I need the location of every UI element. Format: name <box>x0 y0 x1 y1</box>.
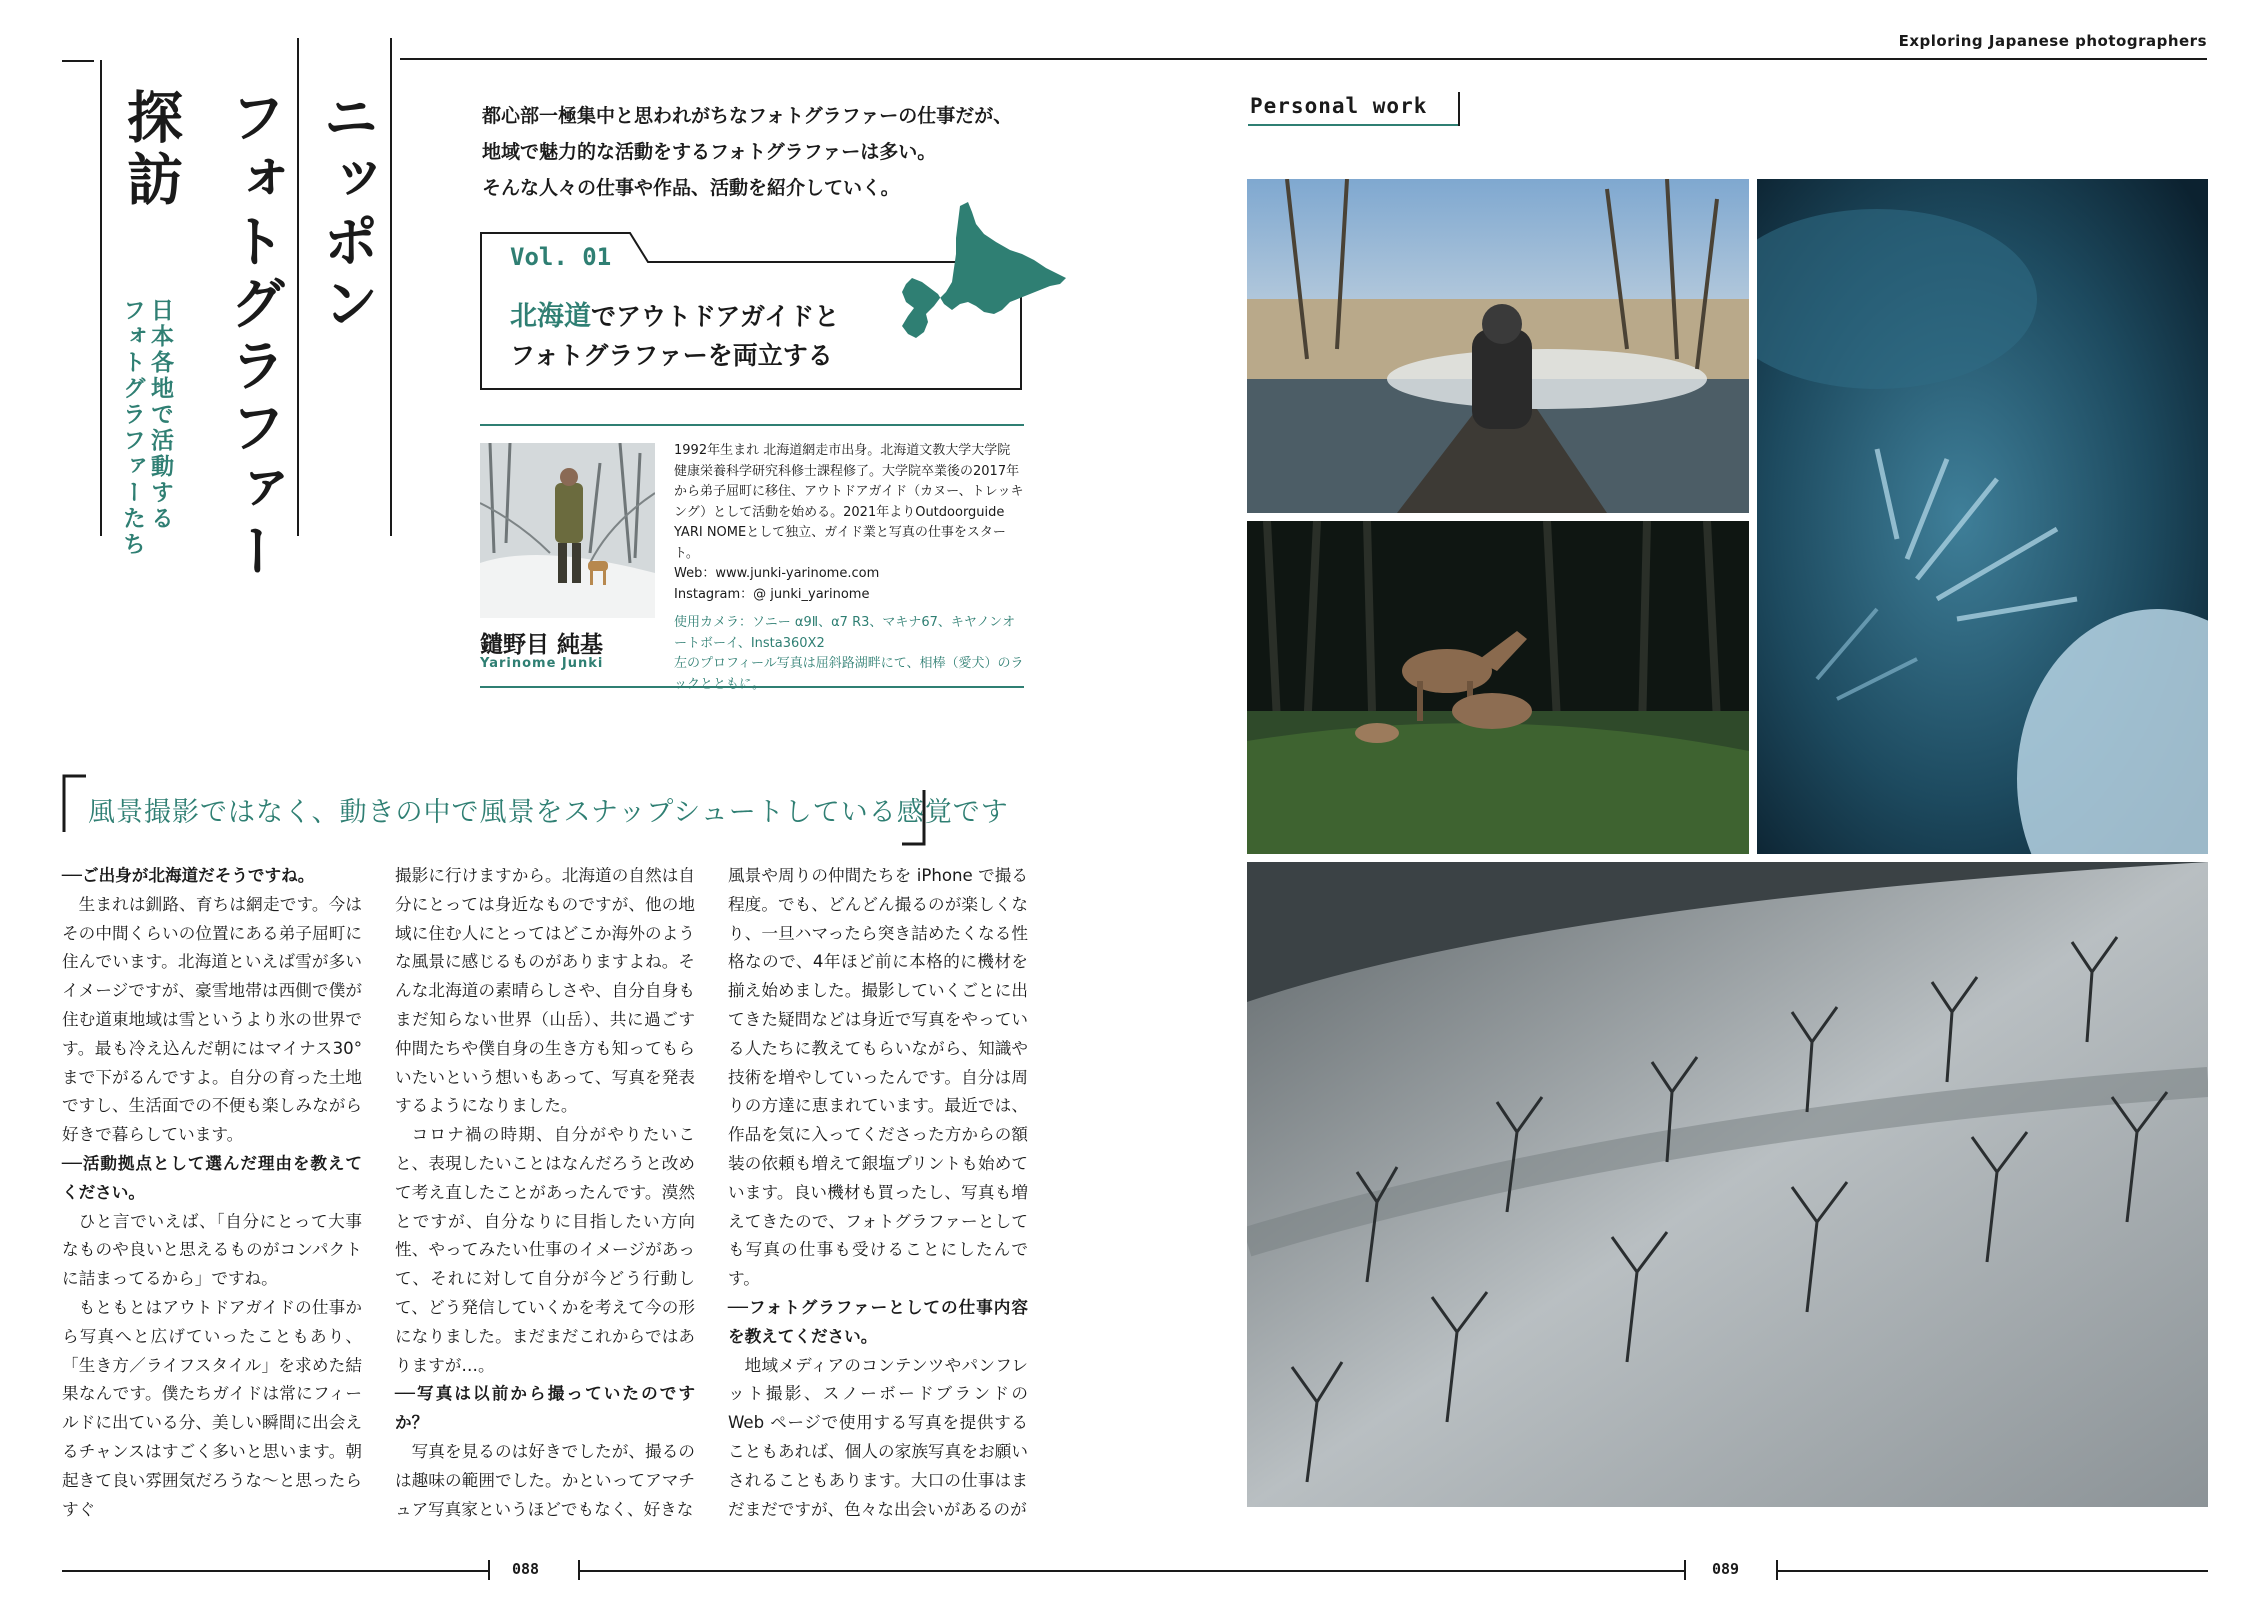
title-divider-2 <box>297 38 299 536</box>
interview-question: ──写真は以前から撮っていたのですか？ <box>395 1384 695 1433</box>
interview-answer: ひと言でいえば、「自分にとって大事なものや良いと思えるものがコンパクトに詰まってるから」ですね。 <box>62 1211 362 1289</box>
profile-instagram: Instagram：@ junki_yarinome <box>674 586 870 602</box>
interview-answer: 写真を見るのは好きでしたが、撮るのは趣味の範囲でした。かといってアマチュア写真家というほどでもなく、好きな <box>395 1441 695 1519</box>
volume-headline-2: フォトグラファーを両立する <box>510 341 833 370</box>
footer-rule-center <box>580 1570 1684 1572</box>
footer-rule-right <box>1778 1570 2208 1572</box>
interview-answer: 生まれは釧路、育ちは網走です。今はその中間くらいの位置にある弟子屈町に住んでいます。北海道といえば雪が多いイメージですが、豪雪地帯は西側で僕が住む道東地域は雪というより氷の世界です。最も冷え込んだ朝にはマイナス30°まで下がるんですよ。自分の育った土地ですし、生活面での不便も楽しみながら好きで暮らしています。 <box>62 894 362 1145</box>
volume-region: 北海道 <box>510 301 591 332</box>
interview-question: ──ご出身が北海道だそうですね。 <box>62 866 315 885</box>
quote-heading: 風景撮影ではなく、動きの中で風景をスナップシュートしている感覚です <box>88 797 1009 828</box>
title-sub-line1: 日本各地で活動する <box>147 298 173 532</box>
profile-name: 鑓野目 純基 <box>480 632 604 658</box>
volume-headline-1-rest: でアウトドアガイドと <box>591 302 840 331</box>
photo-snow-slope <box>1247 862 2208 1507</box>
photo-snow-slope-image <box>1247 862 2208 1507</box>
title-sub-line2: フォトグラファーたち <box>119 298 145 558</box>
title-tanbo: 探訪 <box>118 88 183 212</box>
profile-bio <box>674 441 1026 695</box>
personal-work-underline <box>1248 124 1460 126</box>
photo-deer-forest <box>1247 521 1749 854</box>
personal-work-tick <box>1458 92 1460 126</box>
photo-canoe-river <box>1247 179 1749 513</box>
title-nippon: ニッポン <box>314 88 379 336</box>
series-header: Exploring Japanese photographers <box>1898 32 2207 50</box>
body-column-2 <box>395 862 695 1524</box>
volume-headline-1 <box>510 294 839 333</box>
profile-web: Web：www.junki-yarinome.com <box>674 566 880 581</box>
personal-work-label: Personal work <box>1250 94 1428 118</box>
page-number-right: 089 <box>1712 1560 1740 1578</box>
intro-line: 都心部一極集中と思われがちなフォトグラファーの仕事だが、 <box>482 105 1013 127</box>
body-column-3 <box>728 862 1028 1524</box>
title-photographer: フォトグラファー <box>221 88 286 584</box>
interview-answer: 風景や周りの仲間たちを iPhone で撮る程度。でも、どんどん撮るのが楽しくなり、一旦ハマったら突き詰めたくなる性格なので、4年ほど前に本格的に機材を揃え始めました。撮影していくごとに出てきた疑問などは身近で写真をやっている人たちに教えてもらいながら、知識や技術を増やしていったんです。自分は周りの方達に恵まれています。最近では、作品を気に入ってくださった方からの額装の依頼も増えて銀塩プリントも始めています。良い機材も買ったし、写真も増えてきたので、フォトグラファーとしても写真の仕事も受けることにしたんです。 <box>728 866 1028 1289</box>
interview-answer: もともとはアウトドアガイドの仕事から写真へと広げていったこともあり、「生き方／ライフスタイル」を求めた結果なんです。僕たちガイドは常にフィールドに出ている分、美しい瞬間に出会えるチャンスはすごく多いと思います。朝起きて良い雰囲気だろうな〜と思ったらすぐ <box>62 1297 362 1519</box>
hokkaido-map-icon <box>898 198 1068 358</box>
profile-name-en: Yarinome Junki <box>480 656 604 671</box>
profile-bio-text: 1992年生まれ 北海道網走市出身。北海道文教大学大学院 健康栄養科学研究科修士課程修了。大学院卒業後の2017年から弟子屈町に移住、アウトドアガイド（カヌー、トレッキング）として活動を始める。2021年よりOutdoorguide YARI NOMEとして独立、ガイド業と写真の仕事をスタート。 <box>674 443 1024 561</box>
interview-answer: コロナ禍の時期、自分がやりたいこと、表現したいことはなんだろうと改めて考え直したことがあったんです。漠然とですが、自分なりに目指したい方向性、やってみたい仕事のイメージがあって、それに対して自分が今どう行動して、どう発信していくかを考えて今の形になりました。まだまだこれからではありますが…。 <box>395 1125 695 1375</box>
photo-deer-forest-image <box>1247 521 1749 854</box>
photo-frost-crystals <box>1757 179 2208 854</box>
page-number-left: 088 <box>512 1560 540 1578</box>
profile-photo <box>480 443 655 618</box>
title-divider-3 <box>390 38 392 536</box>
volume-label: Vol. 01 <box>510 243 612 271</box>
quote-bracket-open <box>62 774 88 834</box>
intro-text <box>482 98 1042 206</box>
interview-question: ──フォトグラファーとしての仕事内容を教えてください。 <box>728 1297 1028 1346</box>
profile-photo-illustration <box>480 443 655 618</box>
title-divider-1 <box>100 60 102 536</box>
top-rule-left-short <box>62 60 94 62</box>
footer-tick-left <box>488 1560 490 1580</box>
intro-line: 地域で魅力的な活動をするフォトグラファーは多い。 <box>482 141 937 163</box>
profile-camera: 使用カメラ：ソニー α9Ⅱ、α7 R3、マキナ67、キヤノンオートボーイ、Insta360X2 <box>674 615 1016 651</box>
profile-photo-note: 左のプロフィール写真は屈斜路湖畔にて、相棒（愛犬）のラックとともに。 <box>674 656 1024 692</box>
footer-rule-left <box>62 1570 488 1572</box>
interview-question: ──活動拠点として選んだ理由を教えてください。 <box>62 1153 362 1202</box>
top-rule-main <box>400 58 2207 60</box>
photo-frost-crystals-image <box>1757 179 2208 854</box>
profile-rule-top <box>480 424 1024 426</box>
interview-answer: 地域メディアのコンテンツやパンフレット撮影、スノーボードブランドの Web ページで使用する写真を提供することもあれば、個人の家族写真をお願いされることもあります。大口の仕事はまだまだですが、色々な出会いがあるのが <box>728 1355 1028 1519</box>
photo-canoe-river-image <box>1247 179 1749 513</box>
body-column-1 <box>62 862 362 1524</box>
footer-tick-right <box>1684 1560 1686 1580</box>
intro-line: そんな人々の仕事や作品、活動を紹介していく。 <box>482 177 900 199</box>
interview-answer: 撮影に行けますから。北海道の自然は自分にとっては身近なものですが、他の地域に住む人にとってはどこか海外のような風景に感じるものがありますよね。そんな北海道の素晴らしさや、自分自身もまだ知らない世界（山岳）、共に過ごす仲間たちや僕自身の生き方も知ってもらいたいという想いもあって、写真を発表するようになりました。 <box>395 866 695 1116</box>
